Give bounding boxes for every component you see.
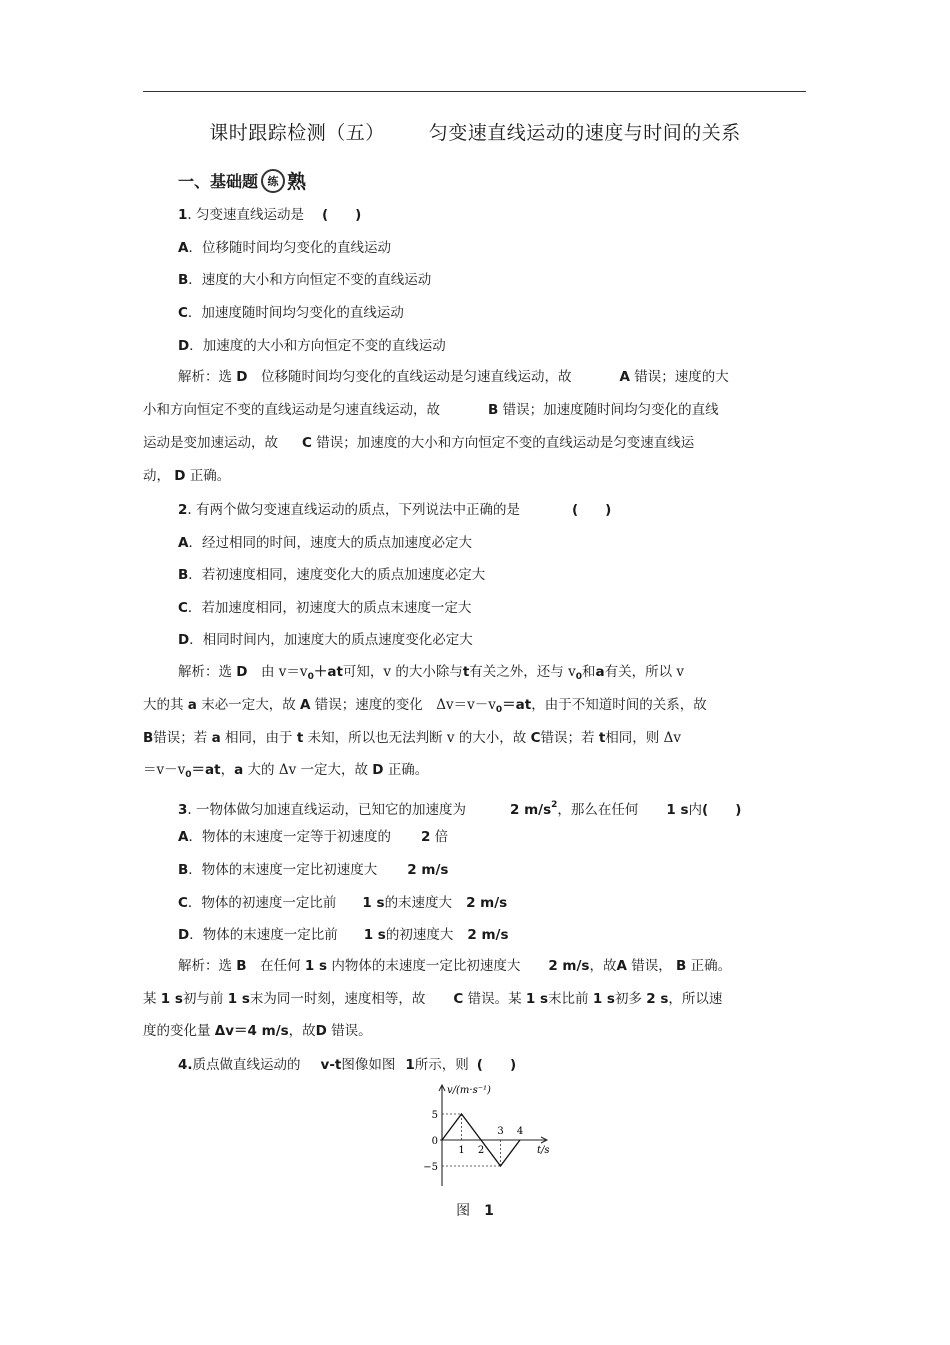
figure-caption: 图 1 [456, 1203, 494, 1219]
q2-option-a: A．经过相同的时间，速度大的质点加速度必定大 [178, 535, 472, 551]
q1-analysis-line1: 解析：选 D 位移随时间均匀变化的直线运动是匀速直线运动，故 A 错误；速度的大 [178, 369, 729, 385]
q3-option-b: B．物体的末速度一定比初速度大 2 m/s [178, 862, 449, 878]
q3-option-d: D．物体的末速度一定比前 1 s的初速度大 2 m/s [178, 927, 509, 943]
graph-axes [423, 1085, 549, 1186]
q3-analysis-line2: 某 1 s初与前 1 s末为同一时刻，速度相等，故 C 错误。某 1 s末比前 1 s初多 2 s，所以速 [143, 991, 723, 1007]
q1-analysis-line2: 小和方向恒定不变的直线运动是匀速直线运动，故 B 错误；加速度随时间均匀变化的直线 [143, 402, 719, 418]
section-big-char: 熟 [287, 171, 307, 193]
q2-option-d: D．相同时间内，加速度大的质点速度变化必定大 [178, 632, 473, 648]
x-tick-label: 1 [458, 1145, 465, 1156]
page-title [0, 118, 950, 145]
q3-analysis-line3: 度的变化量 Δv＝4 m/s，故D 错误。 [143, 1023, 372, 1039]
vt-graph [420, 1082, 560, 1190]
section-label: 一、基础题 [178, 172, 259, 191]
y-tick-label: 5 [431, 1110, 438, 1121]
section-heading [178, 167, 306, 194]
q2-option-c: C．若加速度相同，初速度大的质点末速度一定大 [178, 600, 472, 616]
x-tick-label: 4 [516, 1126, 524, 1137]
y-tick-label: 0 [431, 1136, 438, 1147]
q1-option-c: C．加速度随时间均匀变化的直线运动 [178, 305, 404, 321]
q3-analysis-line1: 解析：选 B 在任何 1 s 内物体的末速度一定比初速度大 2 m/s，故A 错误， B 正确。 [178, 958, 732, 974]
q1-option-b: B．速度的大小和方向恒定不变的直线运动 [178, 272, 432, 288]
q1-analysis-line4: 动， D 正确。 [143, 468, 231, 484]
q2-analysis-line1: 解析：选 D 由 $v=v_0+at$可知，v 的大小除与t有关之外，还与 $v_0$和a有关，所以 v [178, 664, 685, 682]
q3-stem: 3. 一物体做匀加速直线运动，已知它的加速度为 2 $m/s^2$，那么在任何 1 s内( ) [178, 800, 742, 818]
q2-analysis-line3: B错误；若 a 相同，由于 t 未知，所以也无法判断 v 的大小，故 C错误；若 t相同，则 Δv [143, 730, 681, 746]
q1-analysis-line3: 运动是变加速运动，故 C 错误；加速度的大小和方向恒定不变的直线运动是匀变速直线运 [143, 435, 695, 451]
q1-option-a: A．位移随时间均匀变化的直线运动 [178, 240, 391, 256]
x-tick-label: 2 [477, 1145, 485, 1156]
y-tick-label: −5 [423, 1162, 438, 1173]
x-tick-label: 3 [497, 1126, 504, 1137]
q3-option-c: C．物体的初速度一定比前 1 s的末速度大 2 m/s [178, 895, 508, 911]
q1-stem: 1. 匀变速直线运动是 ( ) [178, 207, 362, 223]
q2-analysis-line4: $=v-v_0=at$，a 大的 Δv 一定大，故 D 正确。 [143, 762, 429, 780]
x-axis-label: t/s [537, 1145, 550, 1156]
title-left: 课时跟踪检测（五） [209, 122, 385, 144]
q1-option-d: D．加速度的大小和方向恒定不变的直线运动 [178, 338, 446, 354]
q2-analysis-line2: 大的其 a 末必一定大，故 A 错误；速度的变化 $\Delta v=v-v_0=at$，由于不知道时间的关系，故 [143, 697, 707, 715]
q3-option-a: A．物体的末速度一定等于初速度的 2 倍 [178, 829, 449, 845]
title-right: 匀变速直线运动的速度与时间的关系 [428, 122, 741, 144]
q2-option-b: B．若初速度相同，速度变化大的质点加速度必定大 [178, 567, 486, 583]
q4-stem: 4.质点做直线运动的 v-t图像如图 1所示，则 ( ) [178, 1057, 517, 1073]
q2-stem: 2. 有两个做匀变速直线运动的质点，下列说法中正确的是 ( ) [178, 502, 612, 518]
y-axis-label: v/(m·s⁻¹) [447, 1085, 491, 1096]
section-badge: 练 [261, 169, 285, 193]
header-rule [143, 91, 806, 92]
